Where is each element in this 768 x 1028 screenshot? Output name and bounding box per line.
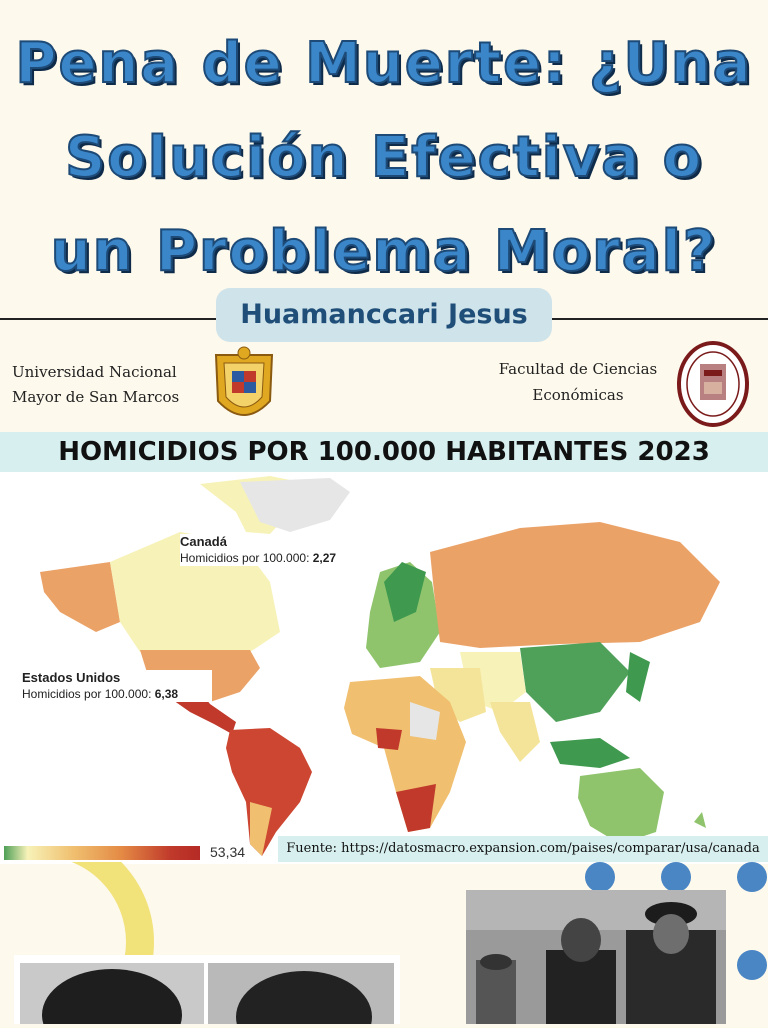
map-indonesia xyxy=(550,738,630,768)
map-new-zealand xyxy=(694,812,706,828)
author-badge: Huamanccari Jesus xyxy=(216,288,552,342)
university-line-2: Mayor de San Marcos xyxy=(12,388,180,406)
map-japan xyxy=(626,652,650,702)
map-alaska xyxy=(40,562,120,632)
faculty-seal-icon xyxy=(676,340,750,428)
title-line-1: Pena de Muerte: ¿Una xyxy=(15,31,753,96)
tooltip-canada-country: Canadá xyxy=(180,534,227,549)
tooltip-usa xyxy=(22,670,212,702)
faculty-name xyxy=(486,356,670,408)
divider-right xyxy=(552,318,768,320)
title-line-2: Solución Efectiva o xyxy=(64,125,704,190)
tooltip-canada-label: Homicidios por 100.000: xyxy=(180,551,310,565)
map-india xyxy=(490,702,540,762)
university-crest-icon xyxy=(208,345,280,431)
tooltip-canada xyxy=(180,534,370,566)
decorative-dot xyxy=(585,862,615,892)
tooltip-usa-country: Estados Unidos xyxy=(22,670,121,685)
decorative-dot xyxy=(737,862,767,892)
decorative-dot xyxy=(661,862,691,892)
map-nigeria xyxy=(376,728,402,750)
mugshot-photos xyxy=(14,955,400,1024)
map-legend-max: 53,34 xyxy=(210,844,246,860)
university-name xyxy=(12,360,212,410)
university-line-1: Universidad Nacional xyxy=(12,363,177,381)
map-russia xyxy=(430,522,720,648)
title-line-3: un Problema Moral? xyxy=(50,219,718,284)
decorative-dot xyxy=(737,950,767,980)
source-citation: Fuente: https://datosmacro.expansion.com/paises/comparar/usa/canada xyxy=(278,836,768,862)
mugshot-graphic xyxy=(14,955,400,1024)
tooltip-canada-value: 2,27 xyxy=(312,551,337,565)
historic-photo-graphic xyxy=(466,890,726,1024)
map-australia xyxy=(578,768,664,844)
tooltip-usa-value: 6,38 xyxy=(154,687,179,701)
historic-photo xyxy=(466,890,726,1024)
map-graphic xyxy=(0,472,768,864)
divider-left xyxy=(0,318,218,320)
map-china xyxy=(520,642,630,722)
map-south-africa xyxy=(396,784,436,832)
section-title: HOMICIDIOS POR 100.000 HABITANTES 2023 xyxy=(58,437,710,467)
world-map xyxy=(0,472,768,864)
faculty-line-1: Facultad de Ciencias xyxy=(498,360,658,378)
tooltip-usa-label: Homicidios por 100.000: xyxy=(22,687,152,701)
map-legend-scale xyxy=(4,846,200,860)
faculty-line-2: Económicas xyxy=(532,386,624,404)
